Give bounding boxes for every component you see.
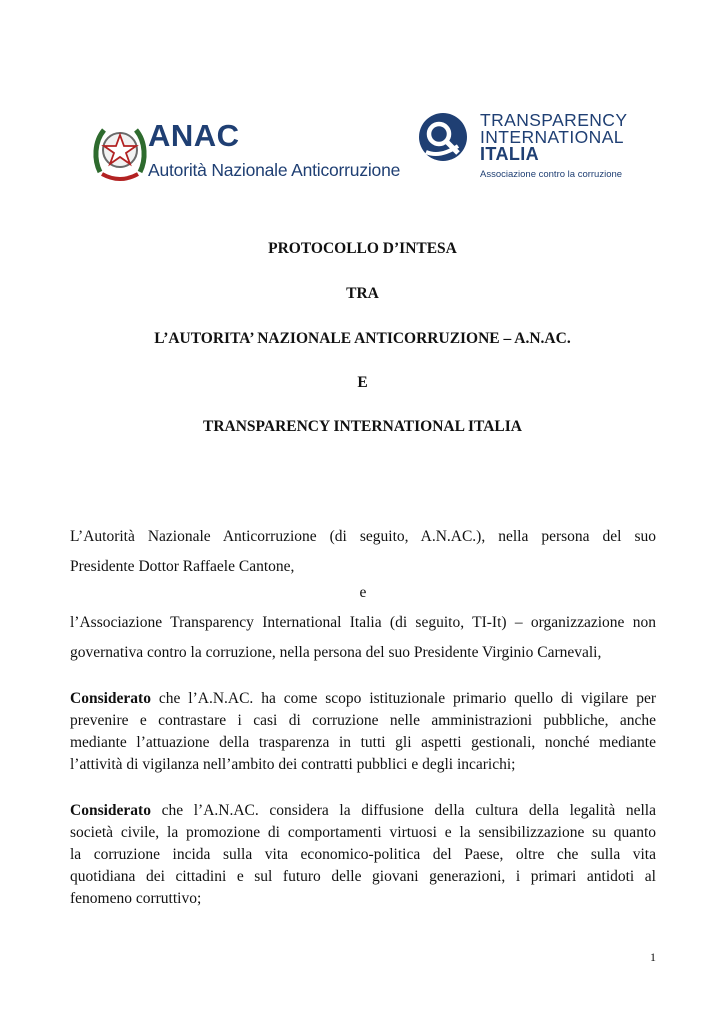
- anac-subtitle: Autorità Nazionale Anticorruzione: [148, 160, 401, 180]
- heading-between: TRA: [346, 285, 379, 302]
- considerato-paragraph-2: [70, 800, 656, 910]
- italian-republic-emblem-icon: [92, 120, 148, 186]
- intro-line-3: l’Associazione Transparency International Italia (di seguito, TI-It) – organizzazione non: [70, 614, 656, 631]
- heading-ti-italia: TRANSPARENCY INTERNATIONAL ITALIA: [203, 418, 522, 435]
- considerato-paragraph-1: [70, 688, 656, 776]
- intro-line-1: L’Autorità Nazionale Anticorruzione (di seguito, A.N.AC.), nella persona del suo: [70, 528, 656, 545]
- considerato1-line-2: prevenire e contrastare i casi di corruzione nelle amministrazioni pubbliche, anche: [70, 712, 656, 729]
- intro-line-4: governativa contro la corruzione, nella persona del suo Presidente Virginio Carnevali,: [70, 644, 602, 661]
- heading-protocol: PROTOCOLLO D’INTESA: [268, 240, 457, 257]
- considerato1-text-1: che l’A.N.AC. ha come scopo istituzionale primario quello di vigilare per: [150, 690, 656, 707]
- transparency-globe-icon: [418, 112, 468, 162]
- considerato1-line-1: [70, 688, 656, 710]
- considerato2-line-5: fenomeno corruttivo;: [70, 890, 202, 907]
- considerato2-line-3: la corruzione incida sulla vita economico-politica del Paese, oltre che sulla vita: [70, 846, 656, 863]
- transparency-international-logo: [418, 112, 648, 188]
- ti-line-3: ITALIA: [480, 144, 540, 164]
- considerato1-line-3: mediante l’attuazione della trasparenza in tutti gli aspetti gestionali, nonché mediante: [70, 734, 656, 751]
- page-number: 1: [650, 950, 656, 964]
- considerato2-line-4: quotidiana dei cittadini e sul futuro delle giovani generazioni, i primari antidoti al: [70, 868, 656, 885]
- heading-and: E: [357, 374, 368, 391]
- ti-line-2: INTERNATIONAL: [480, 127, 624, 147]
- considerato2-line-2: società civile, la promozione di comportamenti virtuosi e la sensibilizzazione su quanto: [70, 824, 656, 841]
- heading-anac: L’AUTORITA’ NAZIONALE ANTICORRUZIONE – A.N.AC.: [154, 330, 571, 347]
- intro-conjunction: e: [359, 584, 367, 601]
- ti-subtitle: Associazione contro la corruzione: [480, 169, 623, 180]
- considerato2-lead: Considerato: [70, 802, 151, 819]
- anac-title: ANAC: [148, 118, 240, 153]
- intro-line-2: Presidente Dottor Raffaele Cantone,: [70, 558, 295, 575]
- considerato1-lead: Considerato: [70, 690, 151, 707]
- ti-line-1: TRANSPARENCY: [480, 110, 628, 130]
- considerato2-line-1: [70, 800, 656, 822]
- considerato2-text-1: che l’A.N.AC. considera la diffusione della cultura della legalità nella: [150, 802, 656, 819]
- intro-paragraph: [70, 526, 656, 664]
- anac-logo: [92, 118, 401, 192]
- considerato1-line-4: l’attività di vigilanza nell’ambito dei contratti pubblici e degli incarichi;: [70, 756, 516, 773]
